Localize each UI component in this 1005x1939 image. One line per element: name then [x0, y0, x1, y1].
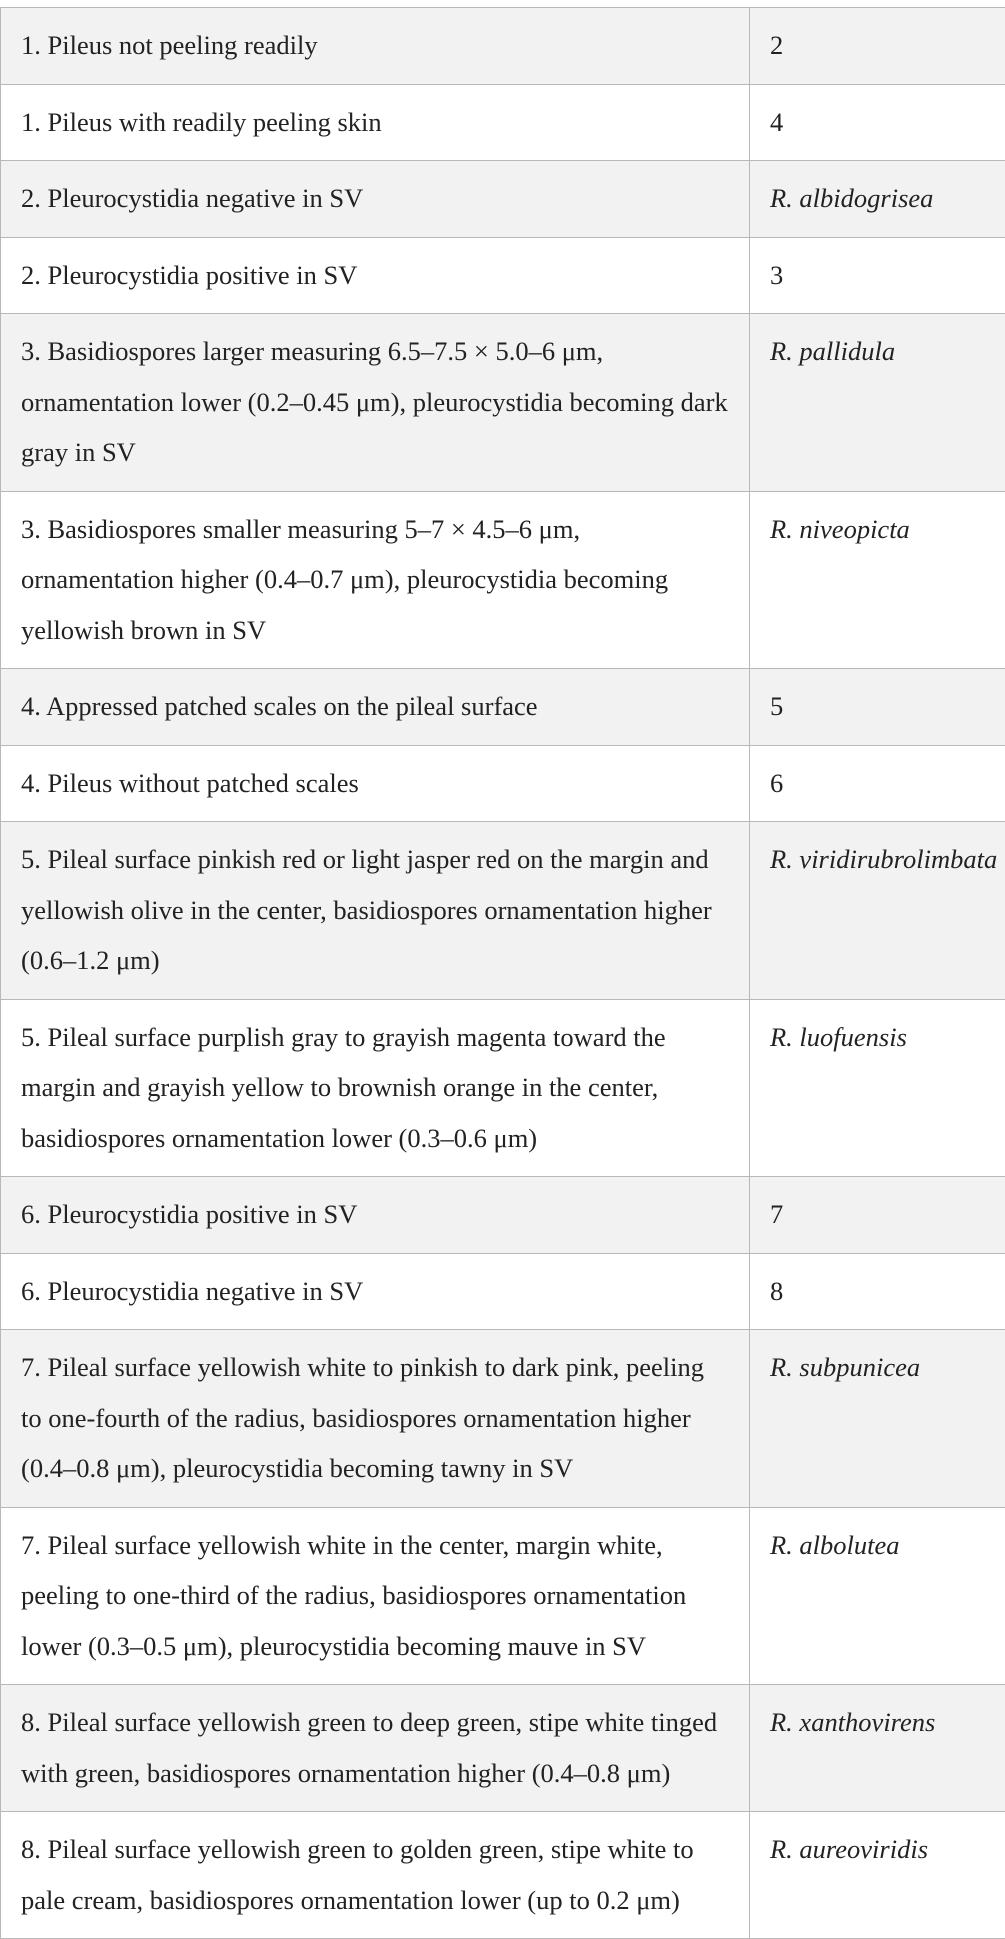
- key-step-description: 7. Pileal surface yellowish white to pinkish to dark pink, peeling to one-fourth of the radius, basidiospores ornamentation higher (0.4–0.8 μm), pleurocystidia becoming tawny in SV: [1, 1330, 750, 1508]
- key-row: [1, 1330, 1005, 1508]
- key-step-description: 8. Pileal surface yellowish green to deep green, stipe white tinged with green, basidiospores ornamentation higher (0.4–0.8 μm): [1, 1685, 750, 1812]
- key-step-description: 5. Pileal surface purplish gray to grayish magenta toward the margin and grayish yellow to brownish orange in the center, basidiospores ornamentation lower (0.3–0.6 μm): [1, 999, 750, 1177]
- key-result-next-step: 7: [750, 1177, 1005, 1254]
- key-step-description: 2. Pleurocystidia positive in SV: [1, 237, 750, 314]
- key-result-species: R. albidogrisea: [750, 161, 1005, 238]
- key-row: [1, 491, 1005, 669]
- key-row: [1, 237, 1005, 314]
- key-row: [1, 1253, 1005, 1330]
- key-row: [1, 1685, 1005, 1812]
- key-row: [1, 999, 1005, 1177]
- key-result-species: R. aureoviridis: [750, 1812, 1005, 1939]
- key-step-description: 1. Pileus with readily peeling skin: [1, 84, 750, 161]
- key-step-description: 5. Pileal surface pinkish red or light jasper red on the margin and yellowish olive in the center, basidiospores ornamentation higher (0.6–1.2 μm): [1, 822, 750, 1000]
- key-step-description: 8. Pileal surface yellowish green to golden green, stipe white to pale cream, basidiospores ornamentation lower (up to 0.2 μm): [1, 1812, 750, 1939]
- key-result-species: R. pallidula: [750, 314, 1005, 492]
- key-result-next-step: 2: [750, 8, 1005, 85]
- key-step-description: 2. Pleurocystidia negative in SV: [1, 161, 750, 238]
- key-step-description: 3. Basidiospores larger measuring 6.5–7.5 × 5.0–6 μm, ornamentation lower (0.2–0.45 μm), pleurocystidia becoming dark gray in SV: [1, 314, 750, 492]
- key-row: [1, 745, 1005, 822]
- key-result-species: R. luofuensis: [750, 999, 1005, 1177]
- key-step-description: 7. Pileal surface yellowish white in the center, margin white, peeling to one-third of the radius, basidiospores ornamentation lower (0.3–0.5 μm), pleurocystidia becoming mauve in SV: [1, 1507, 750, 1685]
- key-step-description: 6. Pleurocystidia negative in SV: [1, 1253, 750, 1330]
- key-row: [1, 1812, 1005, 1939]
- key-result-next-step: 3: [750, 237, 1005, 314]
- key-result-species: R. niveopicta: [750, 491, 1005, 669]
- key-row: [1, 1177, 1005, 1254]
- key-result-next-step: 8: [750, 1253, 1005, 1330]
- key-result-species: R. albolutea: [750, 1507, 1005, 1685]
- key-step-description: 4. Appressed patched scales on the pileal surface: [1, 669, 750, 746]
- key-row: [1, 314, 1005, 492]
- key-result-next-step: 4: [750, 84, 1005, 161]
- key-row: [1, 161, 1005, 238]
- key-row: [1, 84, 1005, 161]
- identification-key-table: [0, 7, 1005, 1939]
- key-result-species: R. subpunicea: [750, 1330, 1005, 1508]
- key-step-description: 3. Basidiospores smaller measuring 5–7 × 4.5–6 μm, ornamentation higher (0.4–0.7 μm), pleurocystidia becoming yellowish brown in SV: [1, 491, 750, 669]
- key-result-species: R. xanthovirens: [750, 1685, 1005, 1812]
- key-table-body: [1, 8, 1005, 1939]
- key-result-next-step: 5: [750, 669, 1005, 746]
- key-result-next-step: 6: [750, 745, 1005, 822]
- key-result-species: R. viridirubrolimbata: [750, 822, 1005, 1000]
- key-row: [1, 669, 1005, 746]
- key-step-description: 1. Pileus not peeling readily: [1, 8, 750, 85]
- key-step-description: 4. Pileus without patched scales: [1, 745, 750, 822]
- key-row: [1, 1507, 1005, 1685]
- key-row: [1, 822, 1005, 1000]
- key-row: [1, 8, 1005, 85]
- key-step-description: 6. Pleurocystidia positive in SV: [1, 1177, 750, 1254]
